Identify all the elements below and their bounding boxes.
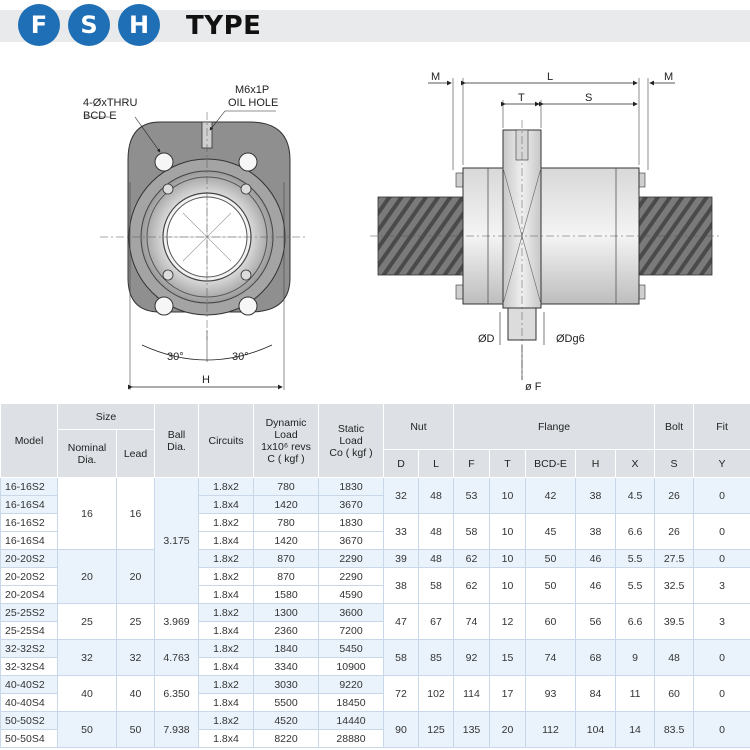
dynamic-load-cell: 780 <box>254 478 319 496</box>
col-nominal-dia: Nominal Dia. <box>58 430 117 478</box>
header-bar <box>0 10 750 42</box>
col-circuits: Circuits <box>199 404 254 478</box>
dimension-f: ø F <box>525 381 542 393</box>
h-cell: 38 <box>576 478 616 514</box>
table-row <box>1 712 750 730</box>
t-cell: 10 <box>490 514 526 550</box>
static-load-cell: 3670 <box>319 532 384 550</box>
static-load-cell: 5450 <box>319 640 384 658</box>
table-row <box>1 640 750 658</box>
thru-label-line2: BCD E <box>83 110 117 122</box>
dimension-d: ØD <box>478 333 495 345</box>
table-header <box>1 404 750 478</box>
dimension-m-right: M <box>664 71 674 83</box>
d-cell: 47 <box>384 604 419 640</box>
ball-dia-cell: 6.350 <box>155 676 199 712</box>
col-model: Model <box>1 404 58 478</box>
bcd-e-cell: 50 <box>526 550 576 568</box>
model-cell: 16-16S4 <box>1 496 58 514</box>
dynamic-load-cell: 1300 <box>254 604 319 622</box>
x-cell: 5.5 <box>616 550 655 568</box>
lead-cell: 20 <box>117 550 155 604</box>
model-cell: 25-25S2 <box>1 604 58 622</box>
col-l: L <box>419 450 454 478</box>
static-load-cell: 10900 <box>319 658 384 676</box>
d-cell: 32 <box>384 478 419 514</box>
circuits-cell: 1.8x4 <box>199 694 254 712</box>
circuits-cell: 1.8x2 <box>199 568 254 586</box>
d-cell: 38 <box>384 568 419 604</box>
table-row <box>1 676 750 694</box>
page-header <box>0 0 750 50</box>
ball-dia-cell: 4.763 <box>155 640 199 676</box>
h-cell: 38 <box>576 514 616 550</box>
model-cell: 40-40S4 <box>1 694 58 712</box>
s-cell: 26 <box>655 478 694 514</box>
table-row <box>1 478 750 496</box>
h-cell: 56 <box>576 604 616 640</box>
s-cell: 26 <box>655 514 694 550</box>
dimension-h-label: H <box>202 374 210 386</box>
static-load-cell: 4590 <box>319 586 384 604</box>
col-nut: Nut <box>384 404 454 450</box>
model-cell: 40-40S2 <box>1 676 58 694</box>
dynamic-load-cell: 3340 <box>254 658 319 676</box>
col-s: S <box>655 450 694 478</box>
circuits-cell: 1.8x2 <box>199 712 254 730</box>
model-cell: 16-16S4 <box>1 532 58 550</box>
static-load-cell: 9220 <box>319 676 384 694</box>
model-cell: 20-20S2 <box>1 550 58 568</box>
dynamic-load-cell: 1420 <box>254 532 319 550</box>
model-cell: 16-16S2 <box>1 514 58 532</box>
col-y: Y <box>694 450 750 478</box>
x-cell: 6.6 <box>616 604 655 640</box>
dimension-s: S <box>585 92 593 104</box>
x-cell: 11 <box>616 676 655 712</box>
col-fit: Fit <box>694 404 750 450</box>
static-load-cell: 2290 <box>319 550 384 568</box>
col-size: Size <box>58 404 155 430</box>
front-view <box>85 111 308 390</box>
thru-label-line1: 4-ØxTHRU <box>83 97 138 109</box>
t-cell: 12 <box>490 604 526 640</box>
col-dynamic-load: Dynamic Load 1x10⁶ revs C ( kgf ) <box>254 404 319 478</box>
x-cell: 14 <box>616 712 655 748</box>
dynamic-load-cell: 2360 <box>254 622 319 640</box>
dynamic-load-cell: 8220 <box>254 730 319 748</box>
f-cell: 74 <box>454 604 490 640</box>
l-cell: 67 <box>419 604 454 640</box>
y-cell: 0 <box>694 676 750 712</box>
s-cell: 27.5 <box>655 550 694 568</box>
y-cell: 0 <box>694 478 750 514</box>
lead-cell: 25 <box>117 604 155 640</box>
lead-cell: 32 <box>117 640 155 676</box>
static-load-cell: 7200 <box>319 622 384 640</box>
y-cell: 0 <box>694 514 750 550</box>
nominal-dia-cell: 25 <box>58 604 117 640</box>
nominal-dia-cell: 40 <box>58 676 117 712</box>
model-cell: 20-20S2 <box>1 568 58 586</box>
badge-h: H <box>118 4 160 46</box>
col-t: T <box>490 450 526 478</box>
s-cell: 60 <box>655 676 694 712</box>
circuits-cell: 1.8x2 <box>199 478 254 496</box>
l-cell: 102 <box>419 676 454 712</box>
dynamic-load-cell: 780 <box>254 514 319 532</box>
static-load-cell: 14440 <box>319 712 384 730</box>
circuits-cell: 1.8x2 <box>199 676 254 694</box>
nominal-dia-cell: 16 <box>58 478 117 550</box>
f-cell: 62 <box>454 568 490 604</box>
t-cell: 20 <box>490 712 526 748</box>
circuits-cell: 1.8x4 <box>199 496 254 514</box>
bcd-e-cell: 93 <box>526 676 576 712</box>
s-cell: 48 <box>655 640 694 676</box>
col-d: D <box>384 450 419 478</box>
static-load-cell: 28880 <box>319 730 384 748</box>
circuits-cell: 1.8x4 <box>199 586 254 604</box>
circuits-cell: 1.8x4 <box>199 622 254 640</box>
nominal-dia-cell: 20 <box>58 550 117 604</box>
y-cell: 3 <box>694 568 750 604</box>
d-cell: 72 <box>384 676 419 712</box>
dynamic-load-cell: 3030 <box>254 676 319 694</box>
x-cell: 5.5 <box>616 568 655 604</box>
h-cell: 46 <box>576 550 616 568</box>
col-f: F <box>454 450 490 478</box>
bcd-e-cell: 45 <box>526 514 576 550</box>
l-cell: 48 <box>419 514 454 550</box>
lead-cell: 40 <box>117 676 155 712</box>
col-lead: Lead <box>117 430 155 478</box>
page-title: TYPE <box>186 11 262 41</box>
f-cell: 58 <box>454 514 490 550</box>
h-cell: 104 <box>576 712 616 748</box>
ball-dia-cell: 7.938 <box>155 712 199 748</box>
lead-cell: 50 <box>117 712 155 748</box>
col-bolt: Bolt <box>655 404 694 450</box>
circuits-cell: 1.8x2 <box>199 604 254 622</box>
bcd-e-cell: 60 <box>526 604 576 640</box>
spec-table <box>0 403 750 748</box>
h-cell: 68 <box>576 640 616 676</box>
circuits-cell: 1.8x2 <box>199 514 254 532</box>
model-cell: 20-20S4 <box>1 586 58 604</box>
badge-s: S <box>68 4 110 46</box>
circuits-cell: 1.8x2 <box>199 550 254 568</box>
model-cell: 16-16S2 <box>1 478 58 496</box>
t-cell: 17 <box>490 676 526 712</box>
model-cell: 50-50S2 <box>1 712 58 730</box>
s-cell: 32.5 <box>655 568 694 604</box>
dynamic-load-cell: 1840 <box>254 640 319 658</box>
table-body <box>1 478 750 748</box>
dimension-m-left: M <box>431 71 441 83</box>
bcd-e-cell: 50 <box>526 568 576 604</box>
circuits-cell: 1.8x2 <box>199 640 254 658</box>
badge-f: F <box>18 4 60 46</box>
d-cell: 33 <box>384 514 419 550</box>
dynamic-load-cell: 4520 <box>254 712 319 730</box>
dimension-dg6: ØDg6 <box>556 333 585 345</box>
f-cell: 135 <box>454 712 490 748</box>
col-flange: Flange <box>454 404 655 450</box>
bcd-e-cell: 74 <box>526 640 576 676</box>
y-cell: 0 <box>694 550 750 568</box>
nominal-dia-cell: 32 <box>58 640 117 676</box>
model-cell: 32-32S2 <box>1 640 58 658</box>
bcd-e-cell: 42 <box>526 478 576 514</box>
table-row <box>1 604 750 622</box>
circuits-cell: 1.8x4 <box>199 532 254 550</box>
lead-cell: 16 <box>117 478 155 550</box>
dynamic-load-cell: 870 <box>254 568 319 586</box>
static-load-cell: 3670 <box>319 496 384 514</box>
t-cell: 10 <box>490 568 526 604</box>
static-load-cell: 1830 <box>319 514 384 532</box>
col-x: X <box>616 450 655 478</box>
t-cell: 10 <box>490 550 526 568</box>
y-cell: 0 <box>694 640 750 676</box>
d-cell: 58 <box>384 640 419 676</box>
col-static-load: Static Load Co ( kgf ) <box>319 404 384 478</box>
dynamic-load-cell: 870 <box>254 550 319 568</box>
f-cell: 114 <box>454 676 490 712</box>
x-cell: 4.5 <box>616 478 655 514</box>
col-bcd-e: BCD-E <box>526 450 576 478</box>
nominal-dia-cell: 50 <box>58 712 117 748</box>
model-cell: 32-32S4 <box>1 658 58 676</box>
side-view <box>370 78 720 380</box>
bcd-e-cell: 112 <box>526 712 576 748</box>
static-load-cell: 1830 <box>319 478 384 496</box>
x-cell: 6.6 <box>616 514 655 550</box>
circuits-cell: 1.8x4 <box>199 730 254 748</box>
y-cell: 3 <box>694 604 750 640</box>
y-cell: 0 <box>694 712 750 748</box>
ball-dia-cell: 3.175 <box>155 478 199 604</box>
table-row <box>1 550 750 568</box>
l-cell: 125 <box>419 712 454 748</box>
circuits-cell: 1.8x4 <box>199 658 254 676</box>
col-ball-dia: Ball Dia. <box>155 404 199 478</box>
t-cell: 15 <box>490 640 526 676</box>
l-cell: 48 <box>419 550 454 568</box>
x-cell: 9 <box>616 640 655 676</box>
ball-dia-cell: 3.969 <box>155 604 199 640</box>
h-cell: 84 <box>576 676 616 712</box>
technical-drawing <box>0 50 750 402</box>
model-cell: 25-25S4 <box>1 622 58 640</box>
f-cell: 92 <box>454 640 490 676</box>
dynamic-load-cell: 5500 <box>254 694 319 712</box>
d-cell: 90 <box>384 712 419 748</box>
s-cell: 83.5 <box>655 712 694 748</box>
l-cell: 85 <box>419 640 454 676</box>
d-cell: 39 <box>384 550 419 568</box>
s-cell: 39.5 <box>655 604 694 640</box>
static-load-cell: 18450 <box>319 694 384 712</box>
static-load-cell: 2290 <box>319 568 384 586</box>
angle-label-right: 30° <box>232 351 249 363</box>
col-h: H <box>576 450 616 478</box>
l-cell: 48 <box>419 478 454 514</box>
static-load-cell: 3600 <box>319 604 384 622</box>
angle-label-left: 30° <box>167 351 184 363</box>
dimension-t: T <box>518 92 525 104</box>
l-cell: 58 <box>419 568 454 604</box>
h-cell: 46 <box>576 568 616 604</box>
oil-hole-label-line1: M6x1P <box>235 84 270 96</box>
dynamic-load-cell: 1580 <box>254 586 319 604</box>
dynamic-load-cell: 1420 <box>254 496 319 514</box>
f-cell: 62 <box>454 550 490 568</box>
dimension-l: L <box>547 71 554 83</box>
model-cell: 50-50S4 <box>1 730 58 748</box>
f-cell: 53 <box>454 478 490 514</box>
oil-hole-label-line2: OIL HOLE <box>228 97 279 109</box>
t-cell: 10 <box>490 478 526 514</box>
